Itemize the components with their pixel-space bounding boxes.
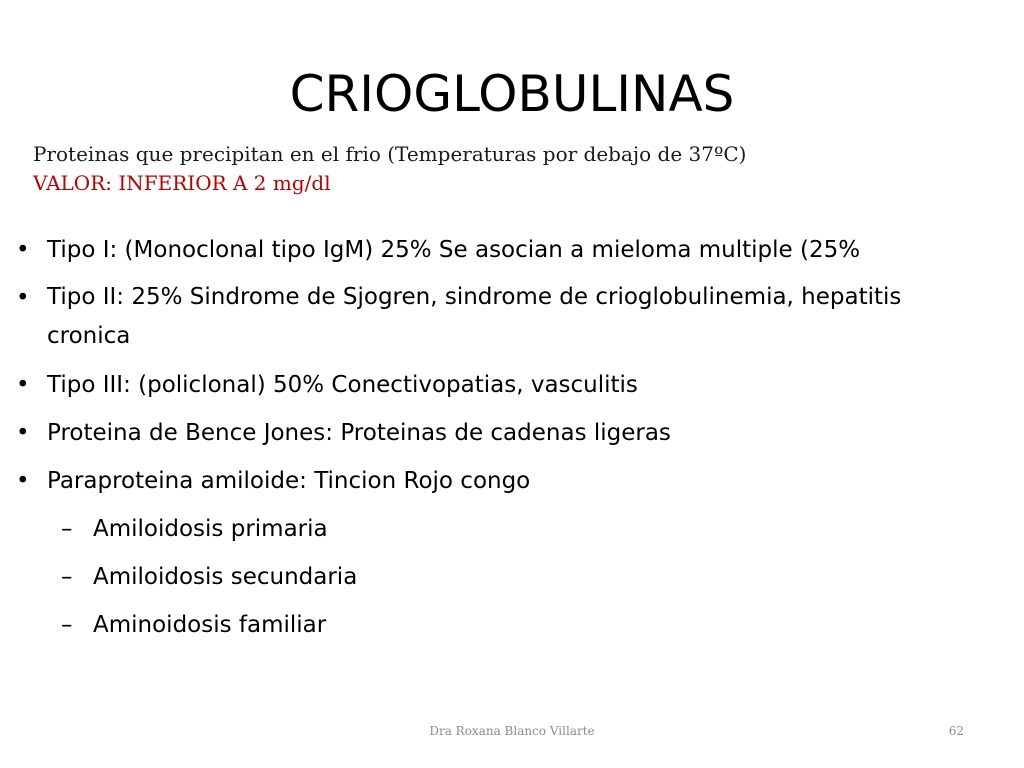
sub-bullet-marker: – — [61, 564, 73, 590]
subtitle-reference-value: VALOR: INFERIOR A 2 mg/dl — [33, 171, 331, 195]
bullet-item — [0, 409, 1024, 457]
subtitle-definition: Proteinas que precipitan en el frio (Temperaturas por debajo de 37ºC) — [33, 142, 747, 166]
sub-bullet-marker: – — [61, 516, 73, 542]
bullet-text: Proteina de Bence Jones: Proteinas de cadenas ligeras — [47, 420, 671, 446]
slide-number: 62 — [948, 724, 964, 738]
slide-subtitle — [33, 140, 993, 198]
bullet-item — [0, 274, 1024, 361]
bullet-list — [0, 226, 1024, 649]
sub-bullet-item — [0, 553, 1024, 601]
sub-bullet-text: Aminoidosis familiar — [93, 612, 327, 638]
sub-bullet-text: Amiloidosis secundaria — [93, 564, 358, 590]
bullet-text: Tipo I: (Monoclonal tipo IgM) 25% Se asocian a mieloma multiple (25% — [47, 237, 861, 263]
bullet-text: Paraproteina amiloide: Tincion Rojo congo — [47, 468, 531, 494]
bullet-item — [0, 457, 1024, 505]
bullet-item — [0, 361, 1024, 409]
slide-title: CRIOGLOBULINAS — [289, 65, 735, 123]
bullet-marker: • — [16, 372, 30, 398]
sub-bullet-item — [0, 505, 1024, 553]
bullet-text: Tipo III: (policlonal) 50% Conectivopatias, vasculitis — [47, 372, 638, 398]
sub-bullet-text: Amiloidosis primaria — [93, 516, 328, 542]
bullet-marker: • — [16, 468, 30, 494]
sub-bullet-item — [0, 601, 1024, 649]
bullet-marker: • — [16, 420, 30, 446]
bullet-item — [0, 226, 1024, 274]
footer-author: Dra Roxana Blanco Villarte — [429, 724, 595, 738]
sub-bullet-marker: – — [61, 612, 73, 638]
bullet-text: Tipo II: 25% Sindrome de Sjogren, sindrome de crioglobulinemia, hepatitis cronica — [47, 284, 902, 349]
bullet-marker: • — [16, 285, 30, 311]
bullet-marker: • — [16, 237, 30, 263]
